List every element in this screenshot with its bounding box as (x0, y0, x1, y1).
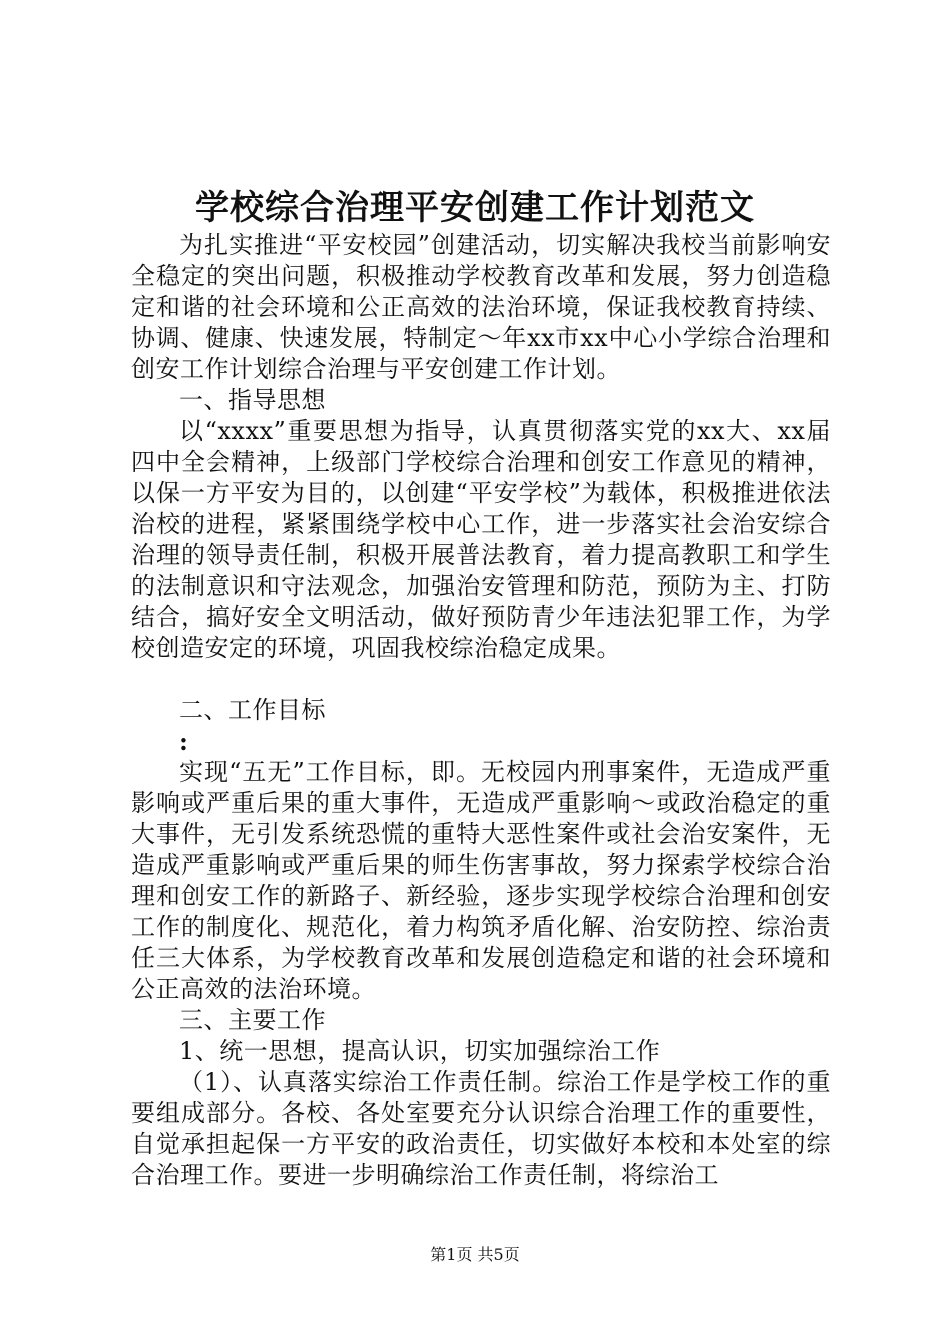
document-body (131, 230, 831, 1191)
guiding-paragraph: 以“xxxx”重要思想为指导，认真贯彻落实党的xx大、xx届四中全会精神，上级部门学校综合治理和创安工作意见的精神，以保一方平安为目的，以创建“平安学校”为载体，积极推进依法治校的进程，紧紧围绕学校中心工作，进一步落实社会治安综合治理的领导责任制，积极开展普法教育，着力提高教职工和学生的法制意识和守法观念，加强治安管理和防范，预防为主、打防结合，搞好安全文明活动，做好预防青少年违法犯罪工作，为学校创造安定的环境，巩固我校综治稳定成果。 (131, 417, 831, 662)
work-item-1-1: （1）、认真落实综治工作责任制。综治工作是学校工作的重要组成部分。各校、各处室要充分认识综合治理工作的重要性，自觉承担起保一方平安的政治责任，切实做好本校和本处室的综合治理工作。要进一步明确综治工作责任制，将综治工 (131, 1068, 831, 1189)
paragraph-gap (131, 664, 831, 695)
section-heading-goals: 二、工作目标 (179, 696, 326, 724)
goals-paragraph: 实现“五无”工作目标，即。无校园内刑事案件，无造成严重影响或严重后果的重大事件，无造成严重影响～或政治稳定的重大事件，无引发系统恐慌的重特大恶性案件或社会治安案件，无造成严重影响或严重后果的师生伤害事故，努力探索学校综合治理和创安工作的新路子、新经验，逐步实现学校综合治理和创安工作的制度化、规范化，着力构筑矛盾化解、治安防控、综治责任三大体系，为学校教育改革和发展创造稳定和谐的社会环境和公正高效的法治环境。 (131, 758, 831, 1003)
colon-mark: : (179, 727, 189, 756)
document-title: 学校综合治理平安创建工作计划范文 (195, 188, 755, 228)
page-footer: 第1页 共5页 (430, 1245, 520, 1264)
section-heading-guiding: 一、指导思想 (179, 386, 326, 414)
intro-paragraph: 为扎实推进“平安校园”创建活动，切实解决我校当前影响安全稳定的突出问题，积极推动学校教育改革和发展，努力创造稳定和谐的社会环境和公正高效的法治环境，保证我校教育持续、协调、健康、快速发展，特制定～年xx市xx中心小学综合治理和创安工作计划综合治理与平安创建工作计划。 (131, 231, 831, 383)
section-heading-main-work: 三、主要工作 (179, 1006, 326, 1034)
work-item-1: 1、统一思想，提高认识，切实加强综治工作 (179, 1037, 661, 1065)
